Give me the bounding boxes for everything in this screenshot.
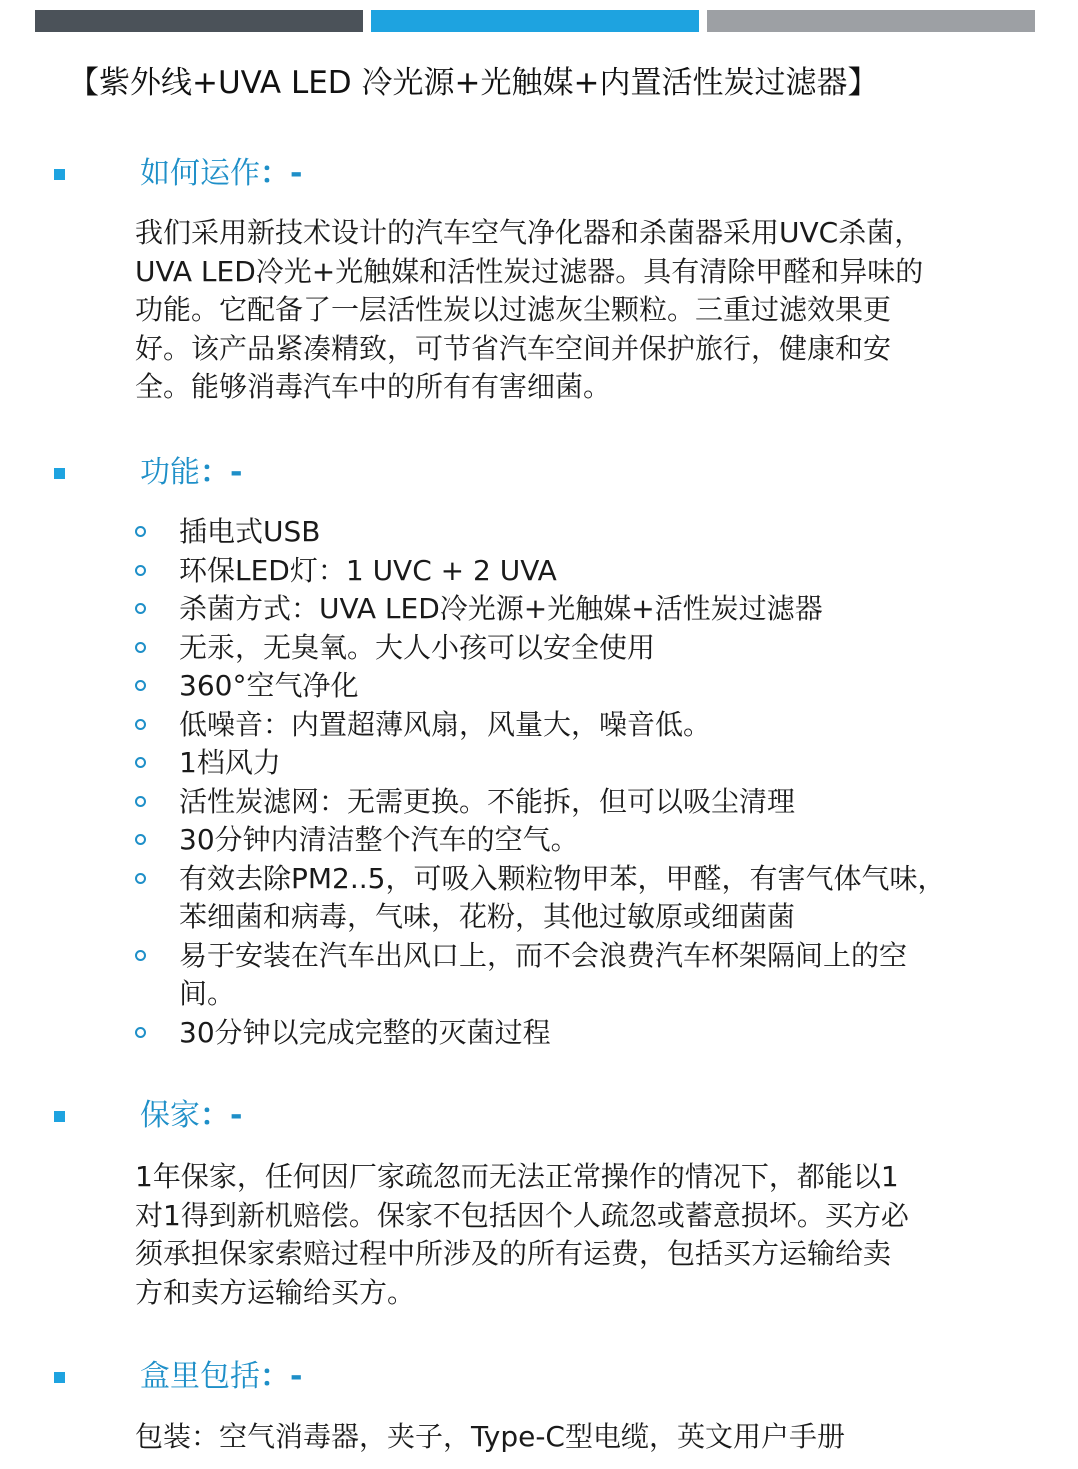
warranty-paragraph bbox=[135, 1158, 1030, 1312]
feature-list bbox=[135, 513, 1045, 1052]
paragraph-line: 包装：空气消毒器，夹子，Type-C型电缆，英文用户手册 bbox=[135, 1420, 845, 1453]
section-heading-warranty bbox=[54, 1098, 243, 1134]
top-bar-blue bbox=[371, 10, 699, 32]
section-heading-how-it-works bbox=[54, 156, 303, 192]
paragraph-line: 我们采用新技术设计的汽车空气净化器和杀菌器采用UVC杀菌， bbox=[135, 216, 923, 249]
feature-item: 环保LED灯：1 UVC + 2 UVA bbox=[135, 552, 1045, 591]
square-bullet-icon bbox=[54, 1111, 65, 1122]
paragraph-line: UVA LED冷光+光触媒和活性炭过滤器。具有清除甲醛和异味的 bbox=[135, 254, 924, 288]
feature-item: 有效去除PM2..5，可吸入颗粒物甲苯，甲醛，有害气体气味， 苯细菌和病毒，气味，花粉，其他过敏原或细菌菌 bbox=[135, 860, 1045, 937]
feature-item: 无汞，无臭氧。大人小孩可以安全使用 bbox=[135, 629, 1045, 668]
paragraph-line: 方和卖方运输给买方。 bbox=[135, 1275, 416, 1309]
circle-bullet-icon bbox=[135, 950, 146, 961]
page-title: 【紫外线+UVA LED 冷光源+光触媒+内置活性炭过滤器】 bbox=[68, 65, 879, 101]
square-bullet-icon bbox=[54, 169, 65, 180]
circle-bullet-icon bbox=[135, 1027, 146, 1038]
circle-bullet-icon bbox=[135, 834, 146, 845]
section-title-in-box: 盒里包括：- bbox=[140, 1359, 303, 1394]
paragraph-line: 须承担保家索赔过程中所涉及的所有运费，包括买方运输给卖 bbox=[135, 1237, 892, 1270]
square-bullet-icon bbox=[54, 468, 65, 479]
section-title-how-it-works: 如何运作：- bbox=[140, 156, 303, 191]
how-it-works-paragraph bbox=[135, 214, 1030, 407]
paragraph-line: 功能。它配备了一层活性炭以过滤灰尘颗粒。三重过滤效果更 bbox=[135, 293, 892, 326]
feature-item: 杀菌方式：UVA LED冷光源+光触媒+活性炭过滤器 bbox=[135, 590, 1045, 629]
section-heading-in-box bbox=[54, 1359, 303, 1395]
section-title-warranty: 保家：- bbox=[140, 1098, 243, 1133]
circle-bullet-icon bbox=[135, 565, 146, 576]
feature-item: 活性炭滤网：无需更换。不能拆，但可以吸尘清理 bbox=[135, 783, 1045, 822]
section-title-features: 功能：- bbox=[140, 455, 243, 490]
paragraph-line: 全。能够消毒汽车中的所有有害细菌。 bbox=[135, 370, 612, 403]
top-bar-dark bbox=[35, 10, 363, 32]
section-heading-features bbox=[54, 455, 243, 491]
feature-item: 低噪音：内置超薄风扇，风量大，噪音低。 bbox=[135, 706, 1045, 745]
circle-bullet-icon bbox=[135, 603, 146, 614]
top-color-bars bbox=[35, 10, 1035, 32]
feature-item: 30分钟内清洁整个汽车的空气。 bbox=[135, 821, 1045, 860]
paragraph-line: 好。该产品紧凑精致，可节省汽车空间并保护旅行，健康和安 bbox=[135, 331, 892, 365]
square-bullet-icon bbox=[54, 1372, 65, 1383]
circle-bullet-icon bbox=[135, 719, 146, 730]
circle-bullet-icon bbox=[135, 642, 146, 653]
paragraph-line: 对1得到新机赔偿。保家不包括因个人疏忽或蓄意损坏。买方必 bbox=[135, 1198, 909, 1232]
paragraph-line: 1年保家，任何因厂家疏忽而无法正常操作的情况下，都能以1 bbox=[135, 1160, 899, 1193]
circle-bullet-icon bbox=[135, 796, 146, 807]
circle-bullet-icon bbox=[135, 873, 146, 884]
feature-item: 易于安装在汽车出风口上，而不会浪费汽车杯架隔间上的空 间。 bbox=[135, 937, 1045, 1014]
in-box-paragraph bbox=[135, 1418, 1030, 1457]
feature-item: 1档风力 bbox=[135, 744, 1045, 783]
feature-item: 插电式USB bbox=[135, 513, 1045, 552]
feature-item: 360°空气净化 bbox=[135, 667, 1045, 706]
circle-bullet-icon bbox=[135, 680, 146, 691]
circle-bullet-icon bbox=[135, 757, 146, 768]
circle-bullet-icon bbox=[135, 526, 146, 537]
feature-item: 30分钟以完成完整的灭菌过程 bbox=[135, 1014, 1045, 1053]
top-bar-grey bbox=[707, 10, 1035, 32]
